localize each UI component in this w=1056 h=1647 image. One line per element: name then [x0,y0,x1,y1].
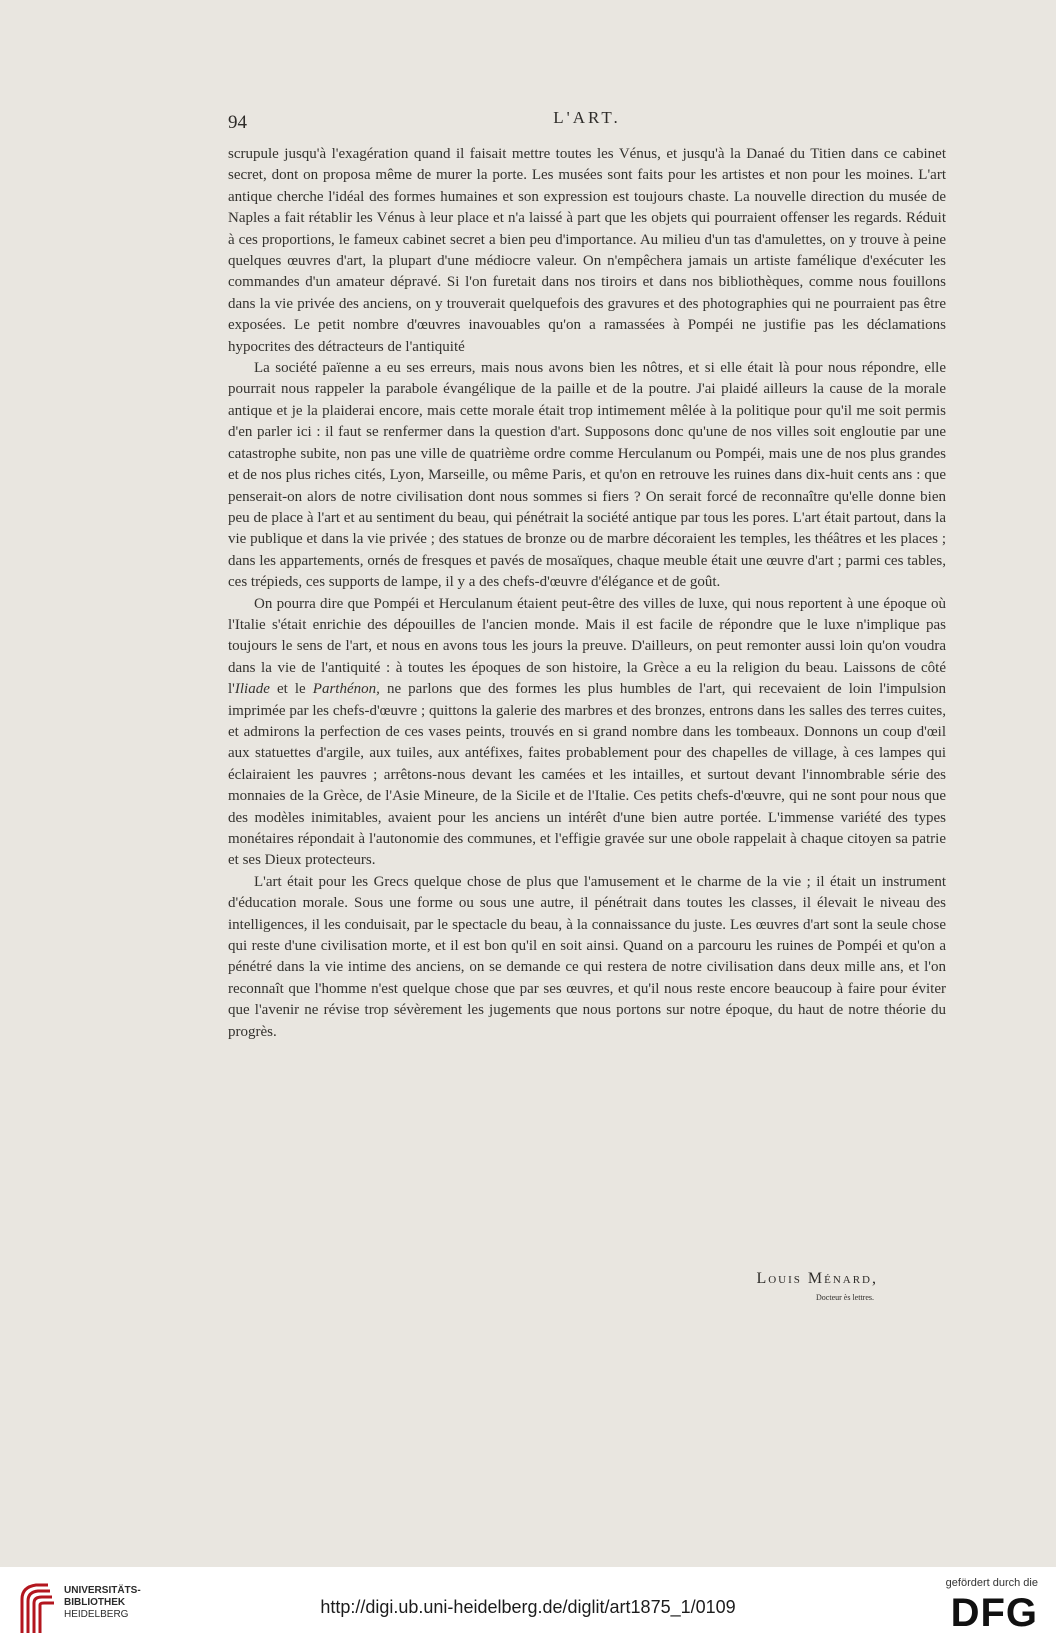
funding-caption: gefördert durch die [945,1577,1038,1589]
page-header [228,108,946,136]
author-title: Docteur ès lettres. [816,1293,874,1302]
page-number: 94 [228,112,247,133]
paragraph-3-part-1: On pourra dire que Pompéi et Herculanum étaient peut-être des villes de luxe, qui nous reportent à une époque où l'Italie s'était enrichie des dépouilles de l'ancien monde. Mais il est facile de répondre que le luxe n'implique pas toujours le sens de l'art, et nous en avons tous les jours la preuve. D'ailleurs, on peut remonter aussi loin qu'on voudra dans la vie de l'antiquité : à toutes les époques de son histoire, la Grèce a eu la religion du beau. Laissons de côté l' [228,595,946,698]
library-name-line-3: HEIDELBERG [64,1609,129,1620]
running-title: L'ART. [553,108,621,127]
dfg-logo: DFG [950,1591,1038,1635]
article-body [228,144,946,1043]
funder-block[interactable] [918,1577,1038,1641]
paragraph-4: L'art était pour les Grecs quelque chose de plus que l'amusement et le charme de la vie ; il était un instrument d'éducation morale. Sous une forme ou sous une autre, il pénétrait dans toutes les classes, il élevait le niveau des intelligences, il les conduisait, par le spectacle du beau, à la connaissance du juste. Les œuvres d'art sont la seule chose qui reste d'une civilisation morte, et il est bon qu'il en soit ainsi. Quand on a parcouru les ruines de Pompéi et qu'on a pénétré dans la vie intime des anciens, on se demande ce qui restera de notre civilisation dans deux mille ans, et l'on reconnaît que l'homme n'est quelque chose que par ses œuvres, et qu'il nous reste encore beaucoup à faire pour éviter que l'avenir ne révise trop sévèrement les jugements que nous portons sur notre époque, du haut de notre théorie du progrès. [228,873,946,1040]
paragraph-3-part-2: et le [269,681,313,698]
parthenon-title: Parthénon, [312,681,380,698]
library-name-line-1: UNIVERSITÄTS- [64,1585,141,1596]
library-name-line-2: BIBLIOTHEK [64,1597,126,1608]
iliad-title: Iliade [234,681,270,698]
author-name: Louis Ménard, [756,1270,878,1287]
footer-bar [0,1567,1056,1647]
paragraph-2: La société païenne a eu ses erreurs, mais nous avons bien les nôtres, et si elle était là pour nous répondre, elle pourrait nous rappeler la parabole évangélique de la paille et de la poutre. J'ai plaidé ailleurs la cause de la morale antique et je la plaiderai encore, mais cette morale était trop intimement mêlée à la politique pour qu'il me soit permis d'en parler ici : il faut se renfermer dans la question d'art. Supposons donc qu'une de nos villes soit engloutie par une catastrophe subite, non pas une ville de quatrième ordre comme Herculanum ou Pompéi, mais une de nos plus grandes et de nos plus riches cités, Lyon, Marseille, ou même Paris, et qu'on en retrouve les ruines dans dix-huit cents ans : que penserait-on alors de notre civilisation dont nous sommes si fiers ? On serait forcé de reconnaître qu'elle donne bien peu de place à l'art et au sentiment du beau, qui pénétrait la société antique par tous les pores. L'art était partout, dans la vie publique et dans la vie privée ; des statues de bronze ou de marbre décoraient les temples, les théâtres et les places ; dans les appartements, ornés de fresques et pavés de mosaïques, chaque meuble était une œuvre d'art ; parmi ces tables, ces trépieds, ces supports de lampe, il y a des chefs-d'œuvre d'élégance et de goût. [228,360,946,591]
paragraph-1: scrupule jusqu'à l'exagération quand il faisait mettre toutes les Vénus, et jusqu'à la Danaé du Titien dans ce cabinet secret, dont on proposa même de murer la porte. Les musées sont faits pour les artistes et non pour les moines. L'art antique cherche l'idéal des formes humaines et son expression est toujours chaste. La nouvelle direction du musée de Naples a fait rétablir les Vénus à leur place et n'a laissé à part que les objets qui pourraient offenser les regards. Réduit à ces proportions, le fameux cabinet secret a bien peu d'importance. Au milieu d'un tas d'amulettes, on y trouve à peine quelques œuvres d'art, la plupart d'une médiocre valeur. On n'empêchera jamais un artiste famélique d'exécuter les commandes d'un amateur dépravé. Si l'on furetait dans nos tiroirs et dans nos bibliothèques, comme nous fouillons dans la vie privée des anciens, on y trouverait quelquefois des gravures et des photographies qui ne pourraient pas être exposées. Le petit nombre d'œuvres inavouables qu'on a ramassées à Pompéi ne justifie pas les déclamations hypocrites des détracteurs de l'antiquité [228,146,946,355]
paragraph-3 [228,594,946,872]
author-signature [756,1270,878,1302]
paragraph-3-part-3: ne parlons que des formes les plus humbles de l'art, qui recevaient de loin l'impulsion imprimée par les chefs-d'œuvre ; quittons la galerie des marbres et des bronzes, entrons dans les salles des terres cuites, et admirons la perfection de ces vases peints, trouvés en si grand nombre dans les tombeaux. Donnons un coup d'œil aux statuettes d'argile, aux tuiles, aux antéfixes, faites probablement pour des chapelles de village, à ces lampes qui éclairaient les pauvres ; arrêtons-nous devant les camées et les intailles, et surtout devant l'innombrable série des monnaies de la Grèce, de l'Asie Mineure, de la Sicile et de l'Italie. Ces petits chefs-d'œuvre, qui ne sont pour nous que des modèles inimitables, avaient pour les anciens un intérêt d'une bien autre portée. L'immense variété des types monétaires répondait à l'autonomie des communes, et l'effigie gravée sur une obole rappelait à chaque citoyen sa patrie et ses Dieux protecteurs. [228,681,946,869]
permalink-url[interactable]: http://digi.ub.uni-heidelberg.de/diglit/art1875_1/0109 [320,1597,736,1617]
